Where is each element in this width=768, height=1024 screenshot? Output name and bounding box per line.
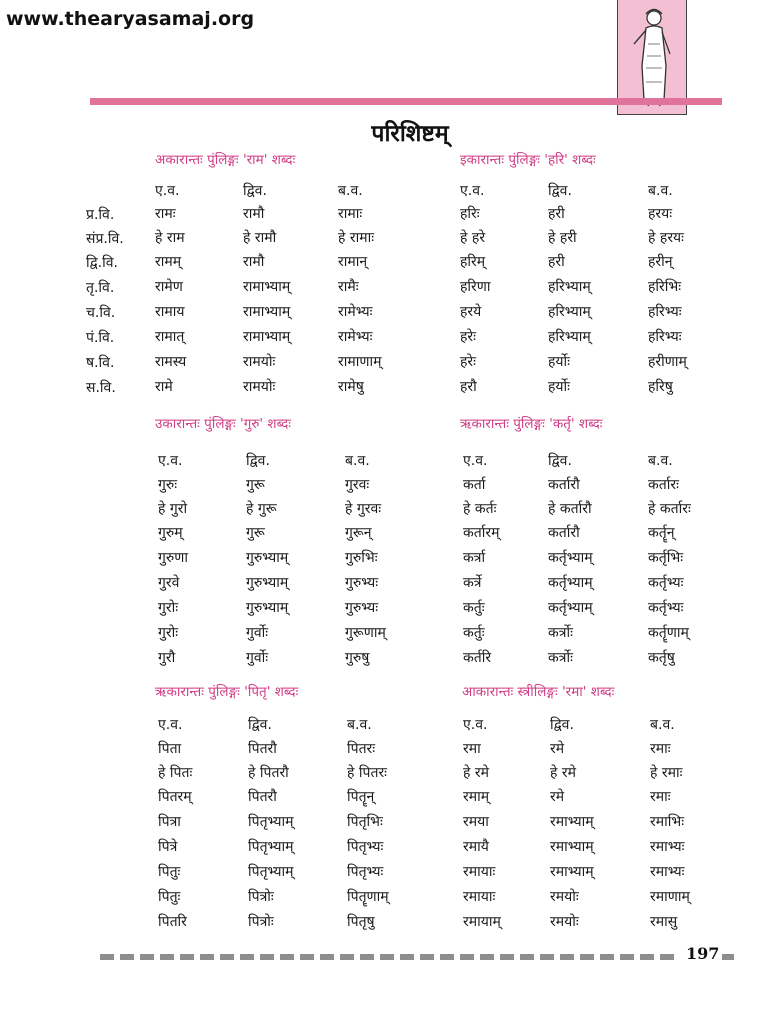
column-header: द्विव. — [243, 183, 267, 199]
table-cell: रमाभ्याम् — [550, 864, 594, 880]
table-cell: गुरुः — [158, 477, 178, 493]
table-cell: कर्तृषु — [648, 650, 675, 666]
table-cell: गुरवे — [158, 575, 180, 591]
table-cell: कर्तृभ्यः — [648, 600, 684, 616]
table-cell: पित्रोः — [248, 889, 274, 905]
table-cell: रमाम् — [463, 789, 490, 805]
page-title: परिशिष्टम् — [371, 120, 449, 147]
table-cell: रमायै — [463, 839, 489, 855]
table-cell: हे पितरौ — [248, 765, 289, 781]
table-cell: हे कर्तारौ — [548, 501, 592, 517]
table-cell: हे कर्तारः — [648, 501, 691, 517]
table-cell: हे गुरू — [246, 501, 277, 517]
table-cell: हरिणा — [460, 279, 491, 295]
block-title: इकारान्तः पुंलिङ्गः 'हरि' शब्दः — [460, 152, 596, 168]
table-cell: हरिम् — [460, 254, 486, 270]
table-cell: गुरू — [246, 525, 265, 541]
table-cell: हे हरयः — [648, 230, 684, 246]
table-cell: रामाय — [155, 304, 185, 320]
table-cell: कर्त्रोः — [548, 625, 573, 641]
table-cell: हरी — [548, 206, 565, 222]
table-cell: पिता — [158, 741, 182, 757]
table-cell: रामे — [155, 379, 173, 395]
table-cell: हे हरी — [548, 230, 577, 246]
table-cell: पितरम् — [158, 789, 192, 805]
table-cell: हरौ — [460, 379, 477, 395]
table-cell: कर्तृभ्याम् — [548, 600, 593, 616]
site-url[interactable]: www.thearyasamaj.org — [6, 8, 255, 30]
table-cell: रामेभ्यः — [338, 329, 373, 345]
table-cell: रामान् — [338, 254, 368, 270]
table-cell: गुरुभ्यः — [345, 600, 379, 616]
table-cell: रमाः — [650, 789, 671, 805]
table-cell: रामात् — [155, 329, 185, 345]
table-cell: हरिभ्याम् — [548, 329, 591, 345]
table-cell: हे रमे — [550, 765, 576, 781]
table-cell: पितृषु — [347, 914, 375, 930]
column-header: द्विव. — [246, 453, 270, 469]
table-cell: रमे — [550, 741, 565, 757]
table-cell: कर्तुः — [463, 600, 485, 616]
table-cell: पितरौ — [248, 789, 277, 805]
table-cell: कर्तारौ — [548, 525, 580, 541]
table-cell: गुरुभ्यः — [345, 575, 379, 591]
table-cell: रामाभ्याम् — [243, 279, 291, 295]
block-title: अकारान्तः पुंलिङ्गः 'राम' शब्दः — [155, 152, 296, 168]
table-cell: हे गुरवः — [345, 501, 382, 517]
table-cell: रामाभ्याम् — [243, 329, 291, 345]
case-label: द्वि.वि. — [86, 255, 118, 271]
table-cell: हरिः — [460, 206, 480, 222]
table-cell: गुरू — [246, 477, 265, 493]
column-header: ए.व. — [463, 453, 488, 469]
column-header: द्विव. — [548, 183, 572, 199]
table-cell: हरिभ्याम् — [548, 304, 591, 320]
case-label: ष.वि. — [86, 355, 115, 371]
case-label: स.वि. — [86, 380, 116, 396]
table-cell: हे पितः — [158, 765, 193, 781]
table-cell: गुरूणाम् — [345, 625, 386, 641]
table-cell: रमाभ्याम् — [550, 839, 594, 855]
table-cell: हे राम — [155, 230, 185, 246]
block-title: ऋकारान्तः पुंलिङ्गः 'पितृ' शब्दः — [155, 684, 299, 700]
column-header: ए.व. — [460, 183, 485, 199]
column-header: ब.व. — [650, 717, 675, 733]
table-cell: रामेण — [155, 279, 183, 295]
table-cell: रमाभिः — [650, 814, 685, 830]
table-cell: गुरुभिः — [345, 550, 378, 566]
table-cell: रामयोः — [243, 354, 276, 370]
table-cell: रमा — [463, 741, 481, 757]
table-cell: हरी — [548, 254, 565, 270]
table-cell: पितुः — [158, 864, 181, 880]
block-title: आकारान्तः स्त्रीलिङ्गः 'रमा' शब्दः — [462, 684, 615, 700]
table-cell: पितॄणाम् — [347, 889, 389, 905]
table-cell: रामम् — [155, 254, 182, 270]
table-cell: कर्तुः — [463, 625, 485, 641]
table-cell: कर्त्रा — [463, 550, 486, 566]
table-cell: कर्तॄन् — [648, 525, 675, 541]
column-header: ब.व. — [648, 453, 673, 469]
column-header: ब.व. — [338, 183, 363, 199]
case-label: तृ.वि. — [86, 280, 115, 296]
table-cell: पित्रे — [158, 839, 178, 855]
table-cell: रमे — [550, 789, 565, 805]
table-cell: गुरुणा — [158, 550, 189, 566]
column-header: ब.व. — [648, 183, 673, 199]
table-cell: कर्तृभ्याम् — [548, 575, 593, 591]
table-cell: हरीणाम् — [648, 354, 687, 370]
table-cell: हरेः — [460, 354, 476, 370]
page-number: 197 — [686, 944, 720, 963]
case-label: पं.वि. — [86, 330, 115, 346]
table-cell: कर्तृभिः — [648, 550, 684, 566]
table-cell: कर्त्रोः — [548, 650, 573, 666]
table-cell: रमाभ्याम् — [550, 814, 594, 830]
table-cell: रामाभ्याम् — [243, 304, 291, 320]
table-cell: कर्तारौ — [548, 477, 580, 493]
table-cell: हरयः — [648, 206, 673, 222]
table-cell: हे हरे — [460, 230, 486, 246]
column-header: ब.व. — [347, 717, 372, 733]
case-label: संप्र.वि. — [86, 231, 124, 247]
table-cell: रामेषु — [338, 379, 364, 395]
table-cell: रमाः — [650, 741, 671, 757]
table-cell: पितरि — [158, 914, 187, 930]
table-cell: कर्तृभ्यः — [648, 575, 684, 591]
table-cell: पितृभ्याम् — [248, 839, 294, 855]
table-cell: रमाणाम् — [650, 889, 690, 905]
table-cell: पितृभिः — [347, 814, 383, 830]
table-cell: कर्तारः — [648, 477, 679, 493]
table-cell: रमासु — [650, 914, 678, 930]
table-cell: गुरुभ्याम् — [246, 550, 289, 566]
block-title: उकारान्तः पुंलिङ्गः 'गुरु' शब्दः — [155, 416, 291, 432]
table-cell: रमायाः — [463, 864, 496, 880]
table-cell: रामयोः — [243, 379, 276, 395]
table-cell: रामः — [155, 206, 176, 222]
table-cell: गुर्वोः — [246, 650, 269, 666]
column-header: ए.व. — [158, 453, 183, 469]
table-cell: गुरोः — [158, 600, 179, 616]
table-cell: पितृभ्याम् — [248, 814, 294, 830]
table-cell: हरये — [460, 304, 482, 320]
block-title: ऋकारान्तः पुंलिङ्गः 'कर्तृ' शब्दः — [460, 416, 603, 432]
table-cell: हे रामाः — [338, 230, 375, 246]
column-header: ए.व. — [463, 717, 488, 733]
header-rule — [90, 98, 722, 105]
table-cell: हे रमाः — [650, 765, 683, 781]
table-cell: हर्योः — [548, 379, 571, 395]
table-cell: रमायाम् — [463, 914, 501, 930]
table-cell: हरिषु — [648, 379, 673, 395]
table-cell: रामाः — [338, 206, 363, 222]
table-cell: रामैः — [338, 279, 359, 295]
table-cell: गुरुभ्याम् — [246, 575, 289, 591]
table-cell: गुरुभ्याम् — [246, 600, 289, 616]
table-cell: कर्तृभ्याम् — [548, 550, 593, 566]
table-cell: रमयोः — [550, 914, 579, 930]
table-cell: हे कर्तः — [463, 501, 497, 517]
case-label: प्र.वि. — [86, 207, 115, 223]
table-cell: कर्तारम् — [463, 525, 500, 541]
table-cell: पितृभ्याम् — [248, 864, 294, 880]
table-cell: रमयोः — [550, 889, 579, 905]
table-cell: गुरोः — [158, 625, 179, 641]
column-header: ए.व. — [158, 717, 183, 733]
table-cell: पितृभ्यः — [347, 839, 384, 855]
table-cell: रामेभ्यः — [338, 304, 373, 320]
table-cell: हे पितरः — [347, 765, 387, 781]
table-cell: पितरः — [347, 741, 376, 757]
column-header: द्विव. — [548, 453, 572, 469]
column-header: द्विव. — [550, 717, 574, 733]
table-cell: रमाभ्यः — [650, 864, 685, 880]
table-cell: कर्त्रे — [463, 575, 482, 591]
table-cell: हरिभिः — [648, 279, 682, 295]
column-header: ब.व. — [345, 453, 370, 469]
column-header: द्विव. — [248, 717, 272, 733]
column-header: ए.व. — [155, 183, 180, 199]
table-cell: रामस्य — [155, 354, 187, 370]
table-cell: गुरवः — [345, 477, 370, 493]
table-cell: रामाणाम् — [338, 354, 382, 370]
table-cell: हरिभ्याम् — [548, 279, 591, 295]
table-cell: हरिभ्यः — [648, 304, 682, 320]
table-cell: पितृभ्यः — [347, 864, 384, 880]
table-cell: गुर्वोः — [246, 625, 269, 641]
table-cell: गुरुम् — [158, 525, 183, 541]
table-cell: पितुः — [158, 889, 181, 905]
table-cell: हे रामौ — [243, 230, 277, 246]
table-cell: हर्योः — [548, 354, 571, 370]
table-cell: कर्तॄणाम् — [648, 625, 689, 641]
table-cell: रामौ — [243, 254, 265, 270]
table-cell: गुरून् — [345, 525, 372, 541]
table-cell: पित्रा — [158, 814, 181, 830]
table-cell: गुरौ — [158, 650, 176, 666]
table-cell: पितॄन् — [347, 789, 375, 805]
case-label: च.वि. — [86, 305, 116, 321]
footer-dash-rule — [100, 954, 674, 960]
table-cell: कर्ता — [463, 477, 486, 493]
table-cell: गुरुषु — [345, 650, 370, 666]
table-cell: पित्रोः — [248, 914, 274, 930]
table-cell: रामौ — [243, 206, 265, 222]
table-cell: हरेः — [460, 329, 476, 345]
table-cell: रमाभ्यः — [650, 839, 685, 855]
table-cell: पितरौ — [248, 741, 277, 757]
table-cell: रमया — [463, 814, 489, 830]
table-cell: हरीन् — [648, 254, 673, 270]
table-cell: हरिभ्यः — [648, 329, 682, 345]
scholar-figure-icon — [624, 4, 680, 108]
footer-dash-end — [722, 954, 734, 960]
table-cell: कर्तरि — [463, 650, 492, 666]
table-cell: हे रमे — [463, 765, 489, 781]
table-cell: रमायाः — [463, 889, 496, 905]
table-cell: हे गुरो — [158, 501, 188, 517]
